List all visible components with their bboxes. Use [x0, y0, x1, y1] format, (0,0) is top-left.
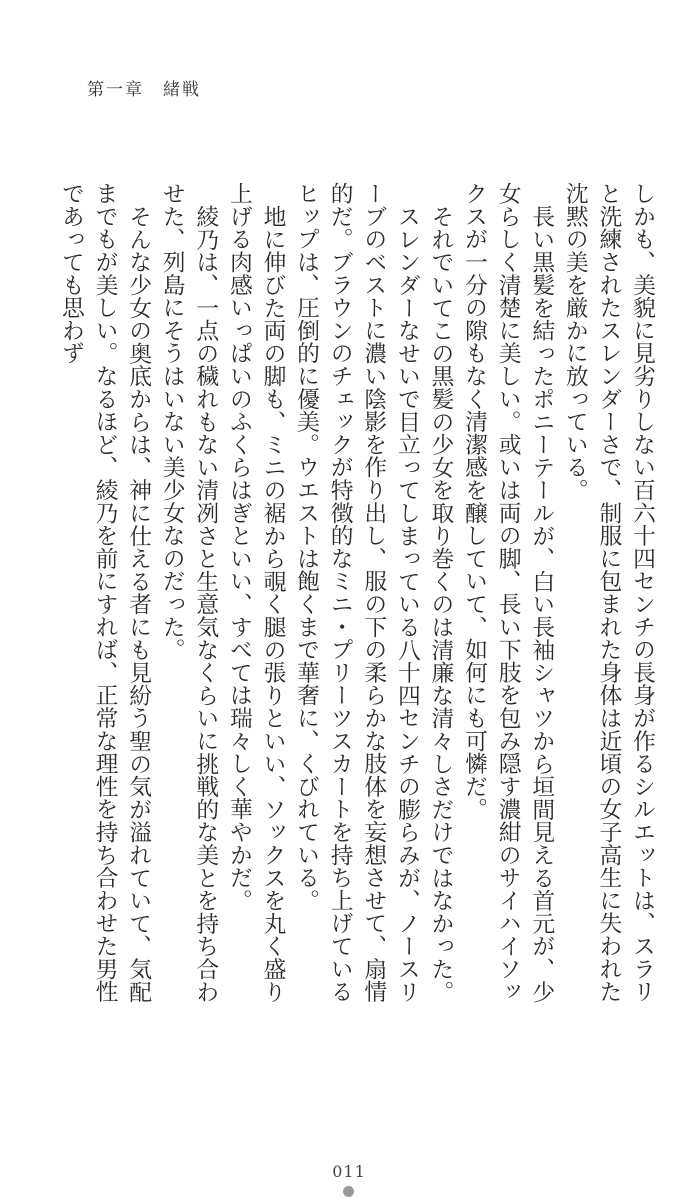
paragraph: それでいてこの黒髪の少女を取り巻くのは清廉な清々しさだけではなかった。 [427, 204, 454, 1003]
paragraph: そんな少女の奥底からは、神に仕える者にも見紛う聖の気が溢れていて、気配までもが美しい。なるほど、綾乃を前にすれば、正常な理性を持ち合わせた男性であっても思わず [57, 182, 152, 1003]
vertical-body-text [53, 182, 658, 1012]
chapter-title: 緒戦 [163, 80, 201, 100]
page-number: 011 [332, 1162, 366, 1181]
paragraph: スレンダーなせいで目立ってしまっている八十四センチの膨らみが、ノースリーブのベストに濃い陰影を作り出し、服の下の柔らかな肢体を妄想させて、扇情的だ。ブラウンのチェックが特徴的なミニ・プリーツスカートを持ち上げているヒップは、圧倒的に優美。ウエストは飽くまで華奢に、くびれている。 [293, 182, 420, 1003]
paragraph: 綾乃は、一点の穢れもない清冽さと生意気なくらいに挑戦的な美とを持ち合わせた、列島にそうはいない美少女なのだった。 [158, 182, 219, 1003]
chapter-number: 第一章 [87, 80, 144, 100]
page-ornament [343, 1186, 354, 1197]
running-head [87, 75, 201, 100]
paragraph: しかも、美貌に見劣りしない百六十四センチの長身が作るシルエットは、スラリと洗練されたスレンダーさで、制服に包まれた身体は近頃の女子高生に失われた沈黙の美を厳かに放っている。 [561, 182, 655, 1003]
paragraph: 長い黒髪を結ったポニーテールが、白い長袖シャツから垣間見える首元が、少女らしく清楚に美しい。或いは両の脚、長い下肢を包み隠す濃紺のサイハイソックスが一分の隙もなく清潔感を醸していて、如何にも可憐だ。 [461, 182, 555, 1003]
paragraph: 地に伸びた両の脚も、ミニの裾から覗く腿の張りといい、ソックスを丸く盛り上げる肉感いっぱいのふくらはぎといい、すべては瑞々しく華やかだ。 [225, 182, 286, 1003]
